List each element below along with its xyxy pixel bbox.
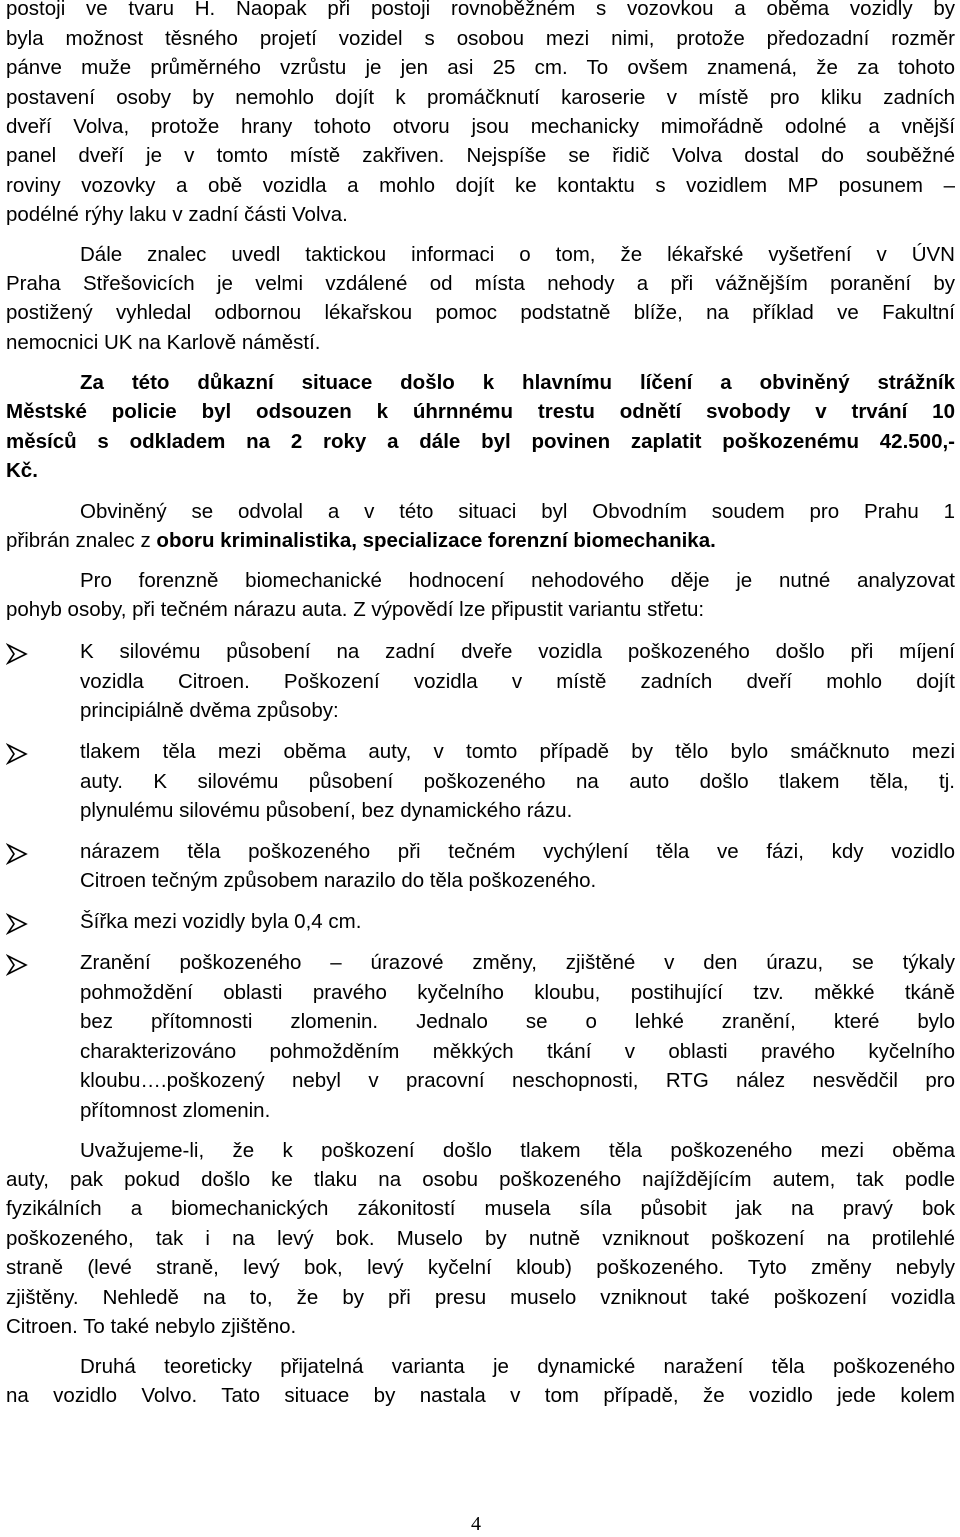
arrowhead-bullet-icon (6, 743, 28, 765)
text-line: Městské policie byl odsouzen k úhrnnému trestu odnětí svobody v trvání 10 (6, 400, 955, 423)
text-line: Zranění poškozeného – úrazové změny, zjištěné v den úrazu, se týkaly (80, 951, 955, 974)
text-line: dveří Volva, protože hrany tohoto otvoru jsou mechanicky mimořádně odolné a vnější (6, 115, 955, 138)
text-line: postižený vyhledal odbornou lékařskou pomoc podstatně blíže, na příklad ve Fakultní (6, 301, 955, 324)
text-line: zjištěny. Nehledě na to, že by při presu muselo vzniknout také poškození vozidla (6, 1286, 955, 1309)
text-line: tlakem těla mezi oběma auty, v tomto případě by tělo bylo smáčknuto mezi (80, 740, 955, 763)
text-line: auty, pak pokud došlo ke tlaku na osobu poškozeného najíždějícím autem, tak podle (6, 1168, 955, 1191)
text-line: Kč. (6, 459, 38, 482)
text-line: vozidla Citroen. Poškození vozidla v místě zadních dveří mohlo dojít (80, 670, 955, 693)
text-line: pohmoždění oblasti pravého kyčelního kloubu, postihující tzv. měkké tkáně (80, 981, 955, 1004)
text-line: poškozeného, tak i na levý bok. Muselo by nutně vzniknout poškození na protilehlé (6, 1227, 955, 1250)
text-line: pánve muže průměrného vzrůstu je jen asi 25 cm. To ovšem znamená, že za tohoto (6, 56, 955, 79)
text-line: Citroen. To také nebylo zjištěno. (6, 1315, 297, 1338)
text-line: byla možnost těsného projetí vozidel s osobou mezi nimi, protože předozadní rozměr (6, 27, 955, 50)
text-line: straně (levé straně, levý bok, levý kyčelní kloub) poškozeného. Tyto změny nebyly (6, 1256, 955, 1279)
arrowhead-bullet-icon (6, 954, 28, 976)
text-line: auty. K silovému působení poškozeného na auto došlo tlakem těla, tj. (80, 770, 955, 793)
text-line: Obviněný se odvolal a v této situaci byl Obvodním soudem pro Prahu 1 (80, 500, 955, 523)
text-line: postoji ve tvaru H. Naopak při postoji rovnoběžném s vozovkou a oběma vozidly by (6, 0, 955, 20)
text-line: Uvažujeme-li, že k poškození došlo tlakem těla poškozeného mezi oběma (80, 1139, 955, 1162)
text-plain: přibrán znalec z (6, 529, 157, 552)
text-line: Druhá teoreticky přijatelná varianta je dynamické naražení těla poškozeného (80, 1355, 955, 1378)
text-line: podélné rýhy laku v zadní části Volva. (6, 203, 348, 226)
text-line: kloubu….poškozený nebyl v pracovní neschopnosti, RTG nález nesvědčil pro (80, 1069, 955, 1092)
text-line: roviny vozovky a obě vozidla a mohlo dojít ke kontaktu s vozidlem MP posunem – (6, 174, 955, 197)
text-bold: oboru kriminalistika, specializace forenzní biomechanika. (156, 529, 716, 552)
text-line: postavení osoby by nemohlo dojít k promáčknutí karoserie v místě pro kliku zadních (6, 86, 955, 109)
text-line: charakterizováno pohmožděním měkkých tkání v oblasti pravého kyčelního (80, 1040, 955, 1063)
arrowhead-bullet-icon (6, 643, 28, 665)
text-line: principiálně dvěma způsoby: (80, 699, 339, 722)
text-line: Dále znalec uvedl taktickou informaci o tom, že lékařské vyšetření v ÚVN (80, 243, 955, 266)
text-line: panel dveří je v tomto místě zakřiven. Nejspíše se řidič Volva dostal do souběžné (6, 144, 955, 167)
text-line: K silovému působení na zadní dveře vozidla poškozeného došlo při míjení (80, 640, 955, 663)
text-line (6, 526, 716, 555)
arrowhead-bullet-icon (6, 843, 28, 865)
text-line: pohyb osoby, při tečném nárazu auta. Z výpovědí lze připustit variantu střetu: (6, 598, 705, 621)
text-line: přítomnost zlomenin. (80, 1099, 271, 1122)
text-line: fyzikálních a biomechanických zákonitostí musela síla působit jak na pravý bok (6, 1197, 955, 1220)
text-line: bez přítomnosti zlomenin. Jednalo se o lehké zranění, které bylo (80, 1010, 955, 1033)
text-line: nárazem těla poškozeného při tečném vychýlení těla ve fázi, kdy vozidlo (80, 840, 955, 863)
arrowhead-bullet-icon (6, 913, 28, 935)
page-number: 4 (471, 1513, 481, 1535)
text-line: Citroen tečným způsobem narazilo do těla poškozeného. (80, 869, 597, 892)
text-line: na vozidlo Volvo. Tato situace by nastala v tom případě, že vozidlo jede kolem (6, 1384, 955, 1407)
text-line: Za této důkazní situace došlo k hlavnímu líčení a obviněný strážník (80, 371, 955, 394)
text-line: Praha Střešovicích je velmi vzdálené od místa nehody a při vážnějším poranění by (6, 272, 955, 295)
text-line: Pro forenzně biomechanické hodnocení nehodového děje je nutné analyzovat (80, 569, 955, 592)
text-line: měsíců s odkladem na 2 roky a dále byl povinen zaplatit poškozenému 42.500,- (6, 430, 955, 453)
text-line: Šířka mezi vozidly byla 0,4 cm. (80, 910, 362, 933)
text-line: nemocnici UK na Karlově náměstí. (6, 331, 321, 354)
text-line: plynulému silovému působení, bez dynamického rázu. (80, 799, 573, 822)
